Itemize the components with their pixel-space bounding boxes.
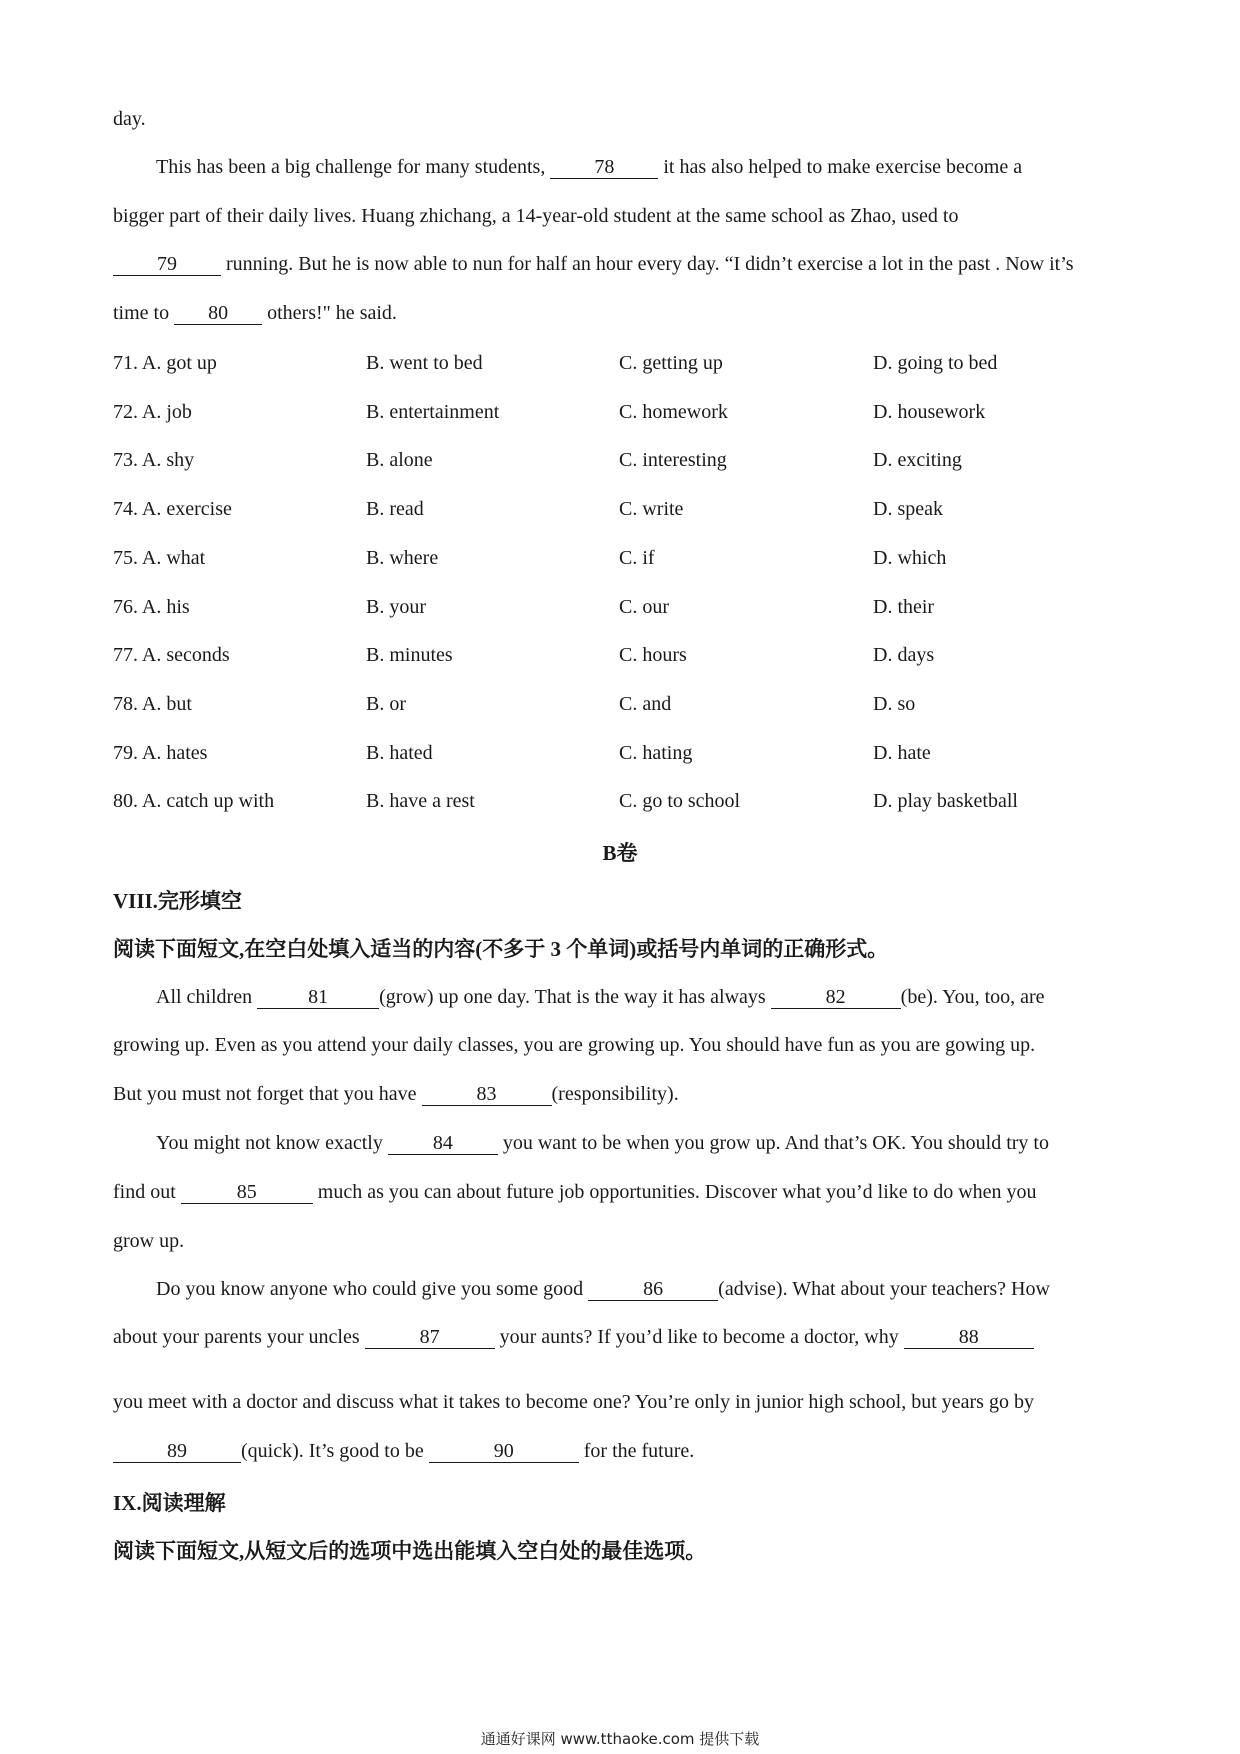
option-row: [113, 399, 1133, 425]
passage-line: day.: [113, 108, 146, 130]
option-a: 72. A. job: [113, 401, 192, 423]
section-9-heading: IX.阅读理解: [113, 1491, 226, 1515]
option-row: [113, 594, 1133, 620]
passage-line: 89 (quick). It’s good to be 90 for the future.: [113, 1438, 694, 1464]
option-b: B. entertainment: [366, 401, 500, 423]
option-row: [113, 740, 1133, 766]
option-c: C. write: [619, 498, 684, 520]
option-a: 80. A. catch up with: [113, 790, 275, 812]
section-8-heading: VIII.完形填空: [113, 889, 242, 913]
option-b: B. your: [366, 596, 426, 618]
section-9-instruction: 阅读下面短文,从短文后的选项中选出能填入空白处的最佳选项。: [113, 1539, 707, 1563]
blank-85: 85: [181, 1181, 313, 1204]
passage-line: growing up. Even as you attend your daily classes, you are growing up. You should have fun as you are gowing up.: [113, 1034, 1036, 1056]
option-a: 76. A. his: [113, 596, 190, 618]
option-b: B. minutes: [366, 644, 453, 666]
passage-line: You might not know exactly 84 you want to be when you grow up. And that’s OK. You should try to: [156, 1132, 1049, 1154]
option-d: D. their: [873, 596, 935, 618]
option-d: D. play basketball: [873, 790, 1018, 812]
option-a: 71. A. got up: [113, 352, 217, 374]
blank-78: 78: [550, 156, 658, 179]
blank-82: 82: [771, 986, 901, 1009]
option-a: 79. A. hates: [113, 742, 208, 764]
option-row: [113, 642, 1133, 668]
option-d: D. which: [873, 547, 947, 569]
option-b: B. have a rest: [366, 790, 475, 812]
passage-line: This has been a big challenge for many students, 78 it has also helped to make exercise become a: [156, 156, 1023, 178]
option-c: C. hours: [619, 644, 687, 666]
page-footer: 通通好课网 www.tthaoke.com 提供下载: [480, 1730, 760, 1748]
option-d: D. days: [873, 644, 935, 666]
blank-84: 84: [388, 1132, 498, 1155]
option-c: C. our: [619, 596, 669, 618]
passage-line: Do you know anyone who could give you some good 86 (advise). What about your teachers? How: [156, 1278, 1050, 1300]
passage-line: bigger part of their daily lives. Huang zhichang, a 14-year-old student at the same school as Zhao, used to: [113, 205, 959, 227]
blank-90: 90: [429, 1440, 579, 1463]
option-d: D. exciting: [873, 449, 962, 471]
passage-line: time to 80 others!" he said.: [113, 302, 397, 324]
section-8-instruction: 阅读下面短文,在空白处填入适当的内容(不多于 3 个单词)或括号内单词的正确形式。: [113, 937, 889, 961]
blank-81: 81: [257, 986, 379, 1009]
option-b: B. hated: [366, 742, 433, 764]
passage-line: about your parents your uncles 87 your aunts? If you’d like to become a doctor, why 88: [113, 1324, 1034, 1350]
passage-line: grow up.: [113, 1230, 185, 1252]
blank-83: 83: [422, 1083, 552, 1106]
option-d: D. hate: [873, 742, 931, 764]
option-c: C. interesting: [619, 449, 727, 471]
blank-89: 89: [113, 1440, 241, 1463]
passage-line: you meet with a doctor and discuss what it takes to become one? You’re only in junior high school, but years go by: [113, 1391, 1034, 1413]
passage-line: All children 81 (grow) up one day. That is the way it has always 82 (be). You, too, are: [156, 986, 1045, 1008]
option-row: [113, 496, 1133, 522]
passage-line: find out 85 much as you can about future job opportunities. Discover what you’d like to do when you: [113, 1181, 1037, 1203]
blank-79: 79: [113, 253, 221, 276]
option-c: C. go to school: [619, 790, 741, 812]
section-b-title: B卷: [602, 841, 638, 865]
passage-line: 79 running. But he is now able to nun for half an hour every day. “I didn’t exercise a lot in the past . Now it’s: [113, 251, 1074, 277]
option-d: D. so: [873, 693, 916, 715]
blank-88: 88: [904, 1326, 1034, 1349]
option-b: B. read: [366, 498, 424, 520]
blank-80: 80: [174, 302, 262, 325]
option-c: C. if: [619, 547, 655, 569]
option-d: D. speak: [873, 498, 943, 520]
option-b: B. went to bed: [366, 352, 483, 374]
option-row: [113, 788, 1133, 814]
option-c: C. and: [619, 693, 672, 715]
passage-line: But you must not forget that you have 83 (responsibility).: [113, 1083, 679, 1105]
option-d: D. going to bed: [873, 352, 998, 374]
blank-86: 86: [588, 1278, 718, 1301]
option-row: [113, 350, 1133, 376]
option-a: 78. A. but: [113, 693, 192, 715]
option-a: 77. A. seconds: [113, 644, 230, 666]
option-c: C. homework: [619, 401, 728, 423]
option-row: [113, 545, 1133, 571]
option-a: 74. A. exercise: [113, 498, 232, 520]
option-d: D. housework: [873, 401, 986, 423]
blank-87: 87: [365, 1326, 495, 1349]
option-row: [113, 691, 1133, 717]
option-b: B. where: [366, 547, 439, 569]
option-b: B. or: [366, 693, 406, 715]
option-a: 73. A. shy: [113, 449, 195, 471]
option-c: C. getting up: [619, 352, 723, 374]
option-c: C. hating: [619, 742, 693, 764]
option-a: 75. A. what: [113, 547, 206, 569]
option-row: [113, 447, 1133, 473]
option-b: B. alone: [366, 449, 433, 471]
